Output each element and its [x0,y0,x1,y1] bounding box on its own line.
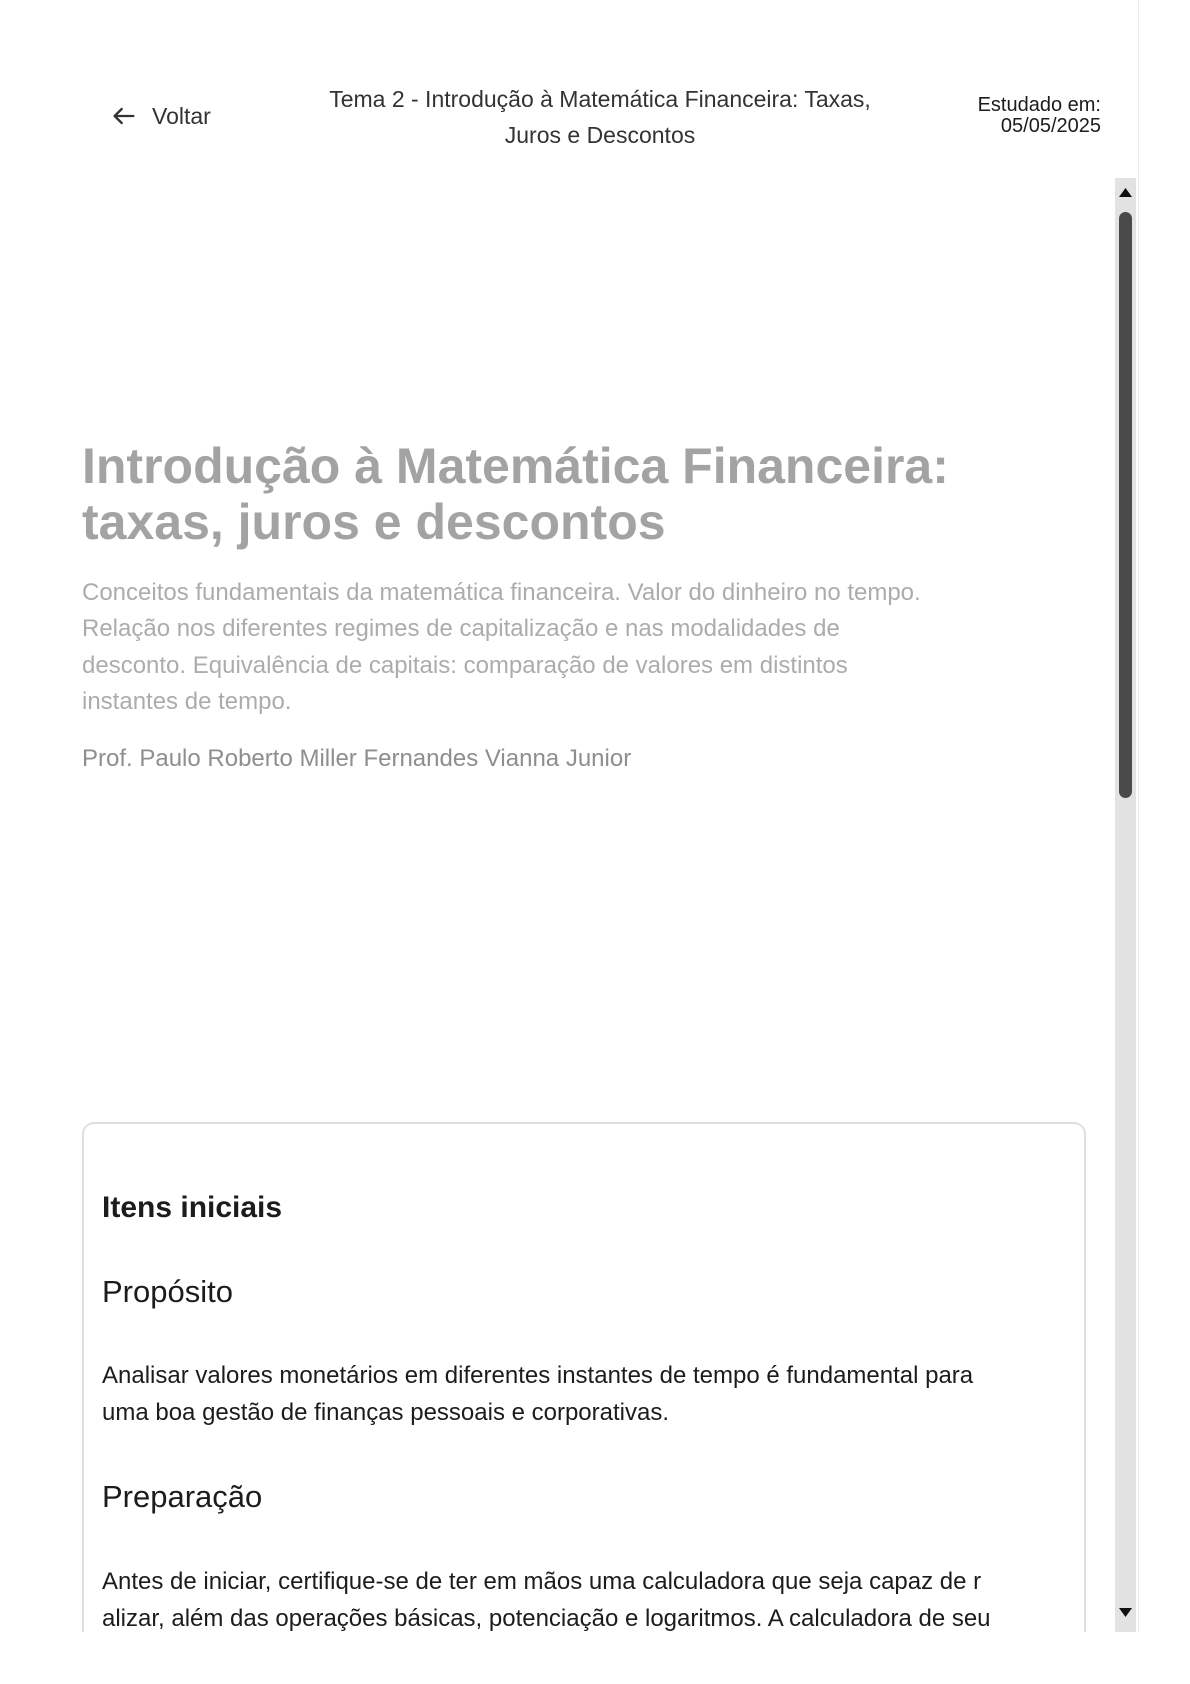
section-title-purpose: Propósito [102,1274,233,1309]
topic-title [280,81,920,153]
initial-items-card [82,1122,1086,1632]
preparation-text-line: Antes de iniciar, certifique-se de ter em mãos uma calculadora que seja capaz de r [102,1568,982,1595]
scrollbar-thumb[interactable] [1119,212,1132,798]
description-line: Relação nos diferentes regimes de capitalização e nas modalidades de [82,615,840,643]
back-label: Voltar [152,102,211,129]
back-button[interactable] [110,98,211,134]
author-name: Prof. Paulo Roberto Miller Fernandes Vianna Junior [82,745,632,772]
vertical-scrollbar[interactable] [1115,178,1136,1632]
description-line: instantes de tempo. [82,688,292,716]
purpose-text [102,1358,973,1431]
module-title [82,438,949,550]
topic-title-line-1: Tema 2 - Introdução à Matemática Financeira: Taxas, [329,86,871,112]
arrow-left-icon [110,102,138,130]
module-title-line-1: Introdução à Matemática Financeira: [82,438,949,494]
description-line: Conceitos fundamentais da matemática financeira. Valor do dinheiro no tempo. [82,579,921,606]
studied-date: 05/05/2025 [1000,115,1101,137]
description-line: desconto. Equivalência de capitais: comparação de valores em distintos [82,651,848,679]
initial-items-heading: Itens iniciais [102,1191,283,1224]
content-viewport [0,178,1110,1632]
preparation-text [102,1564,991,1632]
section-title-preparation: Preparação [102,1479,263,1514]
preparation-text-line: alizar, além das operações básicas, potenciação e logaritmos. A calculadora de seu [102,1604,991,1632]
module-description [82,575,921,721]
studied-label: Estudado em: [977,94,1101,116]
studied-info [930,95,1101,137]
triangle-down-icon[interactable] [1119,1608,1132,1617]
module-title-line-2: taxas, juros e descontos [82,494,666,550]
purpose-text-line: Analisar valores monetários em diferentes instantes de tempo é fundamental para [102,1362,974,1389]
purpose-text-line: uma boa gestão de finanças pessoais e corporativas. [102,1398,670,1426]
topic-title-line-2: Juros e Descontos [504,122,696,148]
triangle-up-icon[interactable] [1119,188,1132,197]
